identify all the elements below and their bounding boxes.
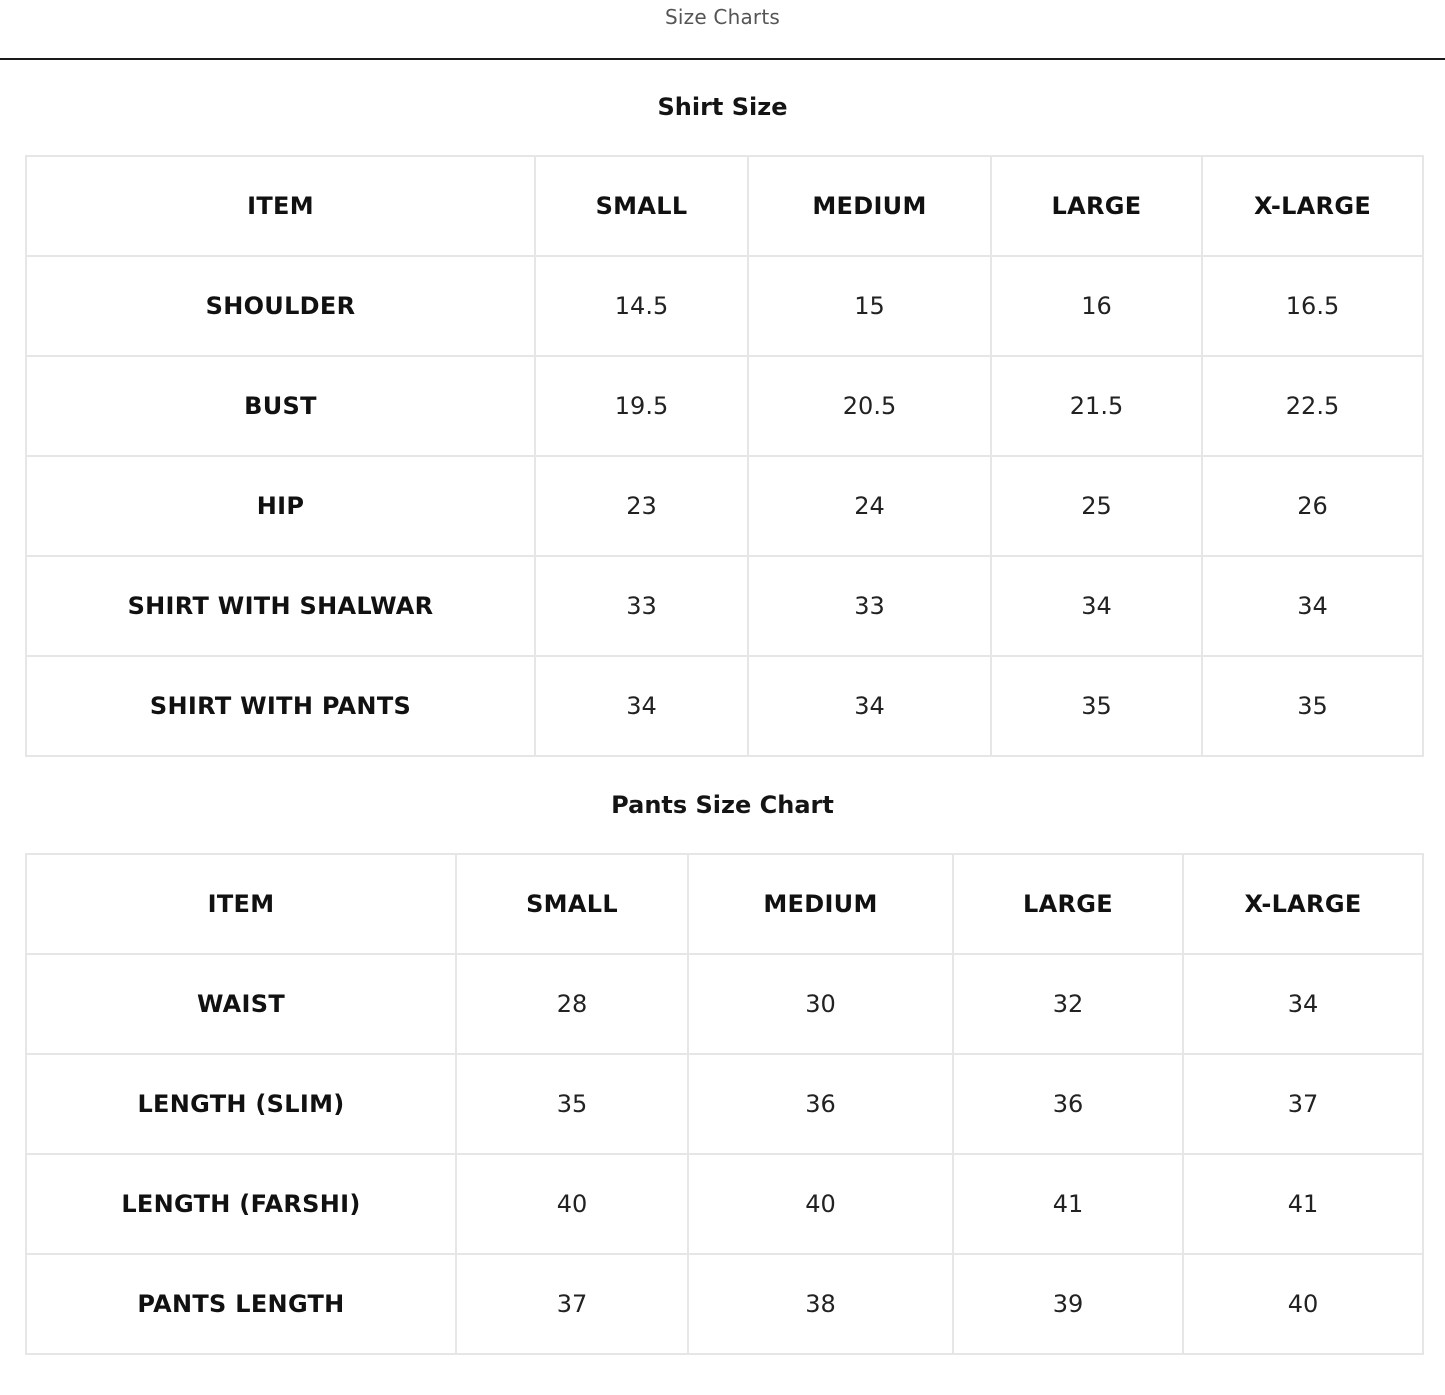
row-label: PANTS LENGTH [26,1254,456,1354]
cell-value: 19.5 [535,356,748,456]
row-label: SHIRT WITH PANTS [26,656,535,756]
cell-value: 37 [456,1254,688,1354]
cell-value: 16 [991,256,1202,356]
cell-value: 20.5 [748,356,991,456]
column-header-x-large: X-LARGE [1183,854,1423,954]
cell-value: 40 [1183,1254,1423,1354]
cell-value: 33 [748,556,991,656]
table-header-row [26,156,1423,256]
column-header-x-large: X-LARGE [1202,156,1423,256]
cell-value: 30 [688,954,953,1054]
table-row [26,1154,1423,1254]
cell-value: 25 [991,456,1202,556]
table-row [26,256,1423,356]
column-header-small: SMALL [535,156,748,256]
column-header-large: LARGE [953,854,1183,954]
page-title: Size Charts [665,5,780,29]
cell-value: 34 [535,656,748,756]
row-label: SHOULDER [26,256,535,356]
cell-value: 36 [688,1054,953,1154]
cell-value: 34 [1183,954,1423,1054]
shirt-size-table [25,155,1424,757]
table-row [26,1054,1423,1154]
cell-value: 34 [991,556,1202,656]
cell-value: 35 [991,656,1202,756]
cell-value: 40 [688,1154,953,1254]
cell-value: 39 [953,1254,1183,1354]
column-header-large: LARGE [991,156,1202,256]
cell-value: 22.5 [1202,356,1423,456]
cell-value: 38 [688,1254,953,1354]
column-header-medium: MEDIUM [748,156,991,256]
table-row [26,556,1423,656]
cell-value: 32 [953,954,1183,1054]
cell-value: 41 [1183,1154,1423,1254]
cell-value: 41 [953,1154,1183,1254]
row-label: SHIRT WITH SHALWAR [26,556,535,656]
column-header-item: ITEM [26,854,456,954]
table-row [26,356,1423,456]
table-header-row [26,854,1423,954]
shirt-size-title: Shirt Size [657,93,788,121]
cell-value: 35 [456,1054,688,1154]
cell-value: 28 [456,954,688,1054]
cell-value: 34 [748,656,991,756]
cell-value: 16.5 [1202,256,1423,356]
cell-value: 36 [953,1054,1183,1154]
row-label: HIP [26,456,535,556]
row-label: WAIST [26,954,456,1054]
cell-value: 24 [748,456,991,556]
cell-value: 15 [748,256,991,356]
column-header-item: ITEM [26,156,535,256]
table-row [26,656,1423,756]
cell-value: 37 [1183,1054,1423,1154]
row-label: BUST [26,356,535,456]
table-row [26,456,1423,556]
cell-value: 34 [1202,556,1423,656]
table-row [26,1254,1423,1354]
cell-value: 21.5 [991,356,1202,456]
row-label: LENGTH (SLIM) [26,1054,456,1154]
table-row [26,954,1423,1054]
column-header-small: SMALL [456,854,688,954]
row-label: LENGTH (FARSHI) [26,1154,456,1254]
cell-value: 26 [1202,456,1423,556]
cell-value: 40 [456,1154,688,1254]
cell-value: 14.5 [535,256,748,356]
column-header-medium: MEDIUM [688,854,953,954]
cell-value: 35 [1202,656,1423,756]
cell-value: 33 [535,556,748,656]
pants-size-title: Pants Size Chart [611,791,834,819]
page-header [0,0,1445,60]
pants-size-table [25,853,1424,1355]
cell-value: 23 [535,456,748,556]
